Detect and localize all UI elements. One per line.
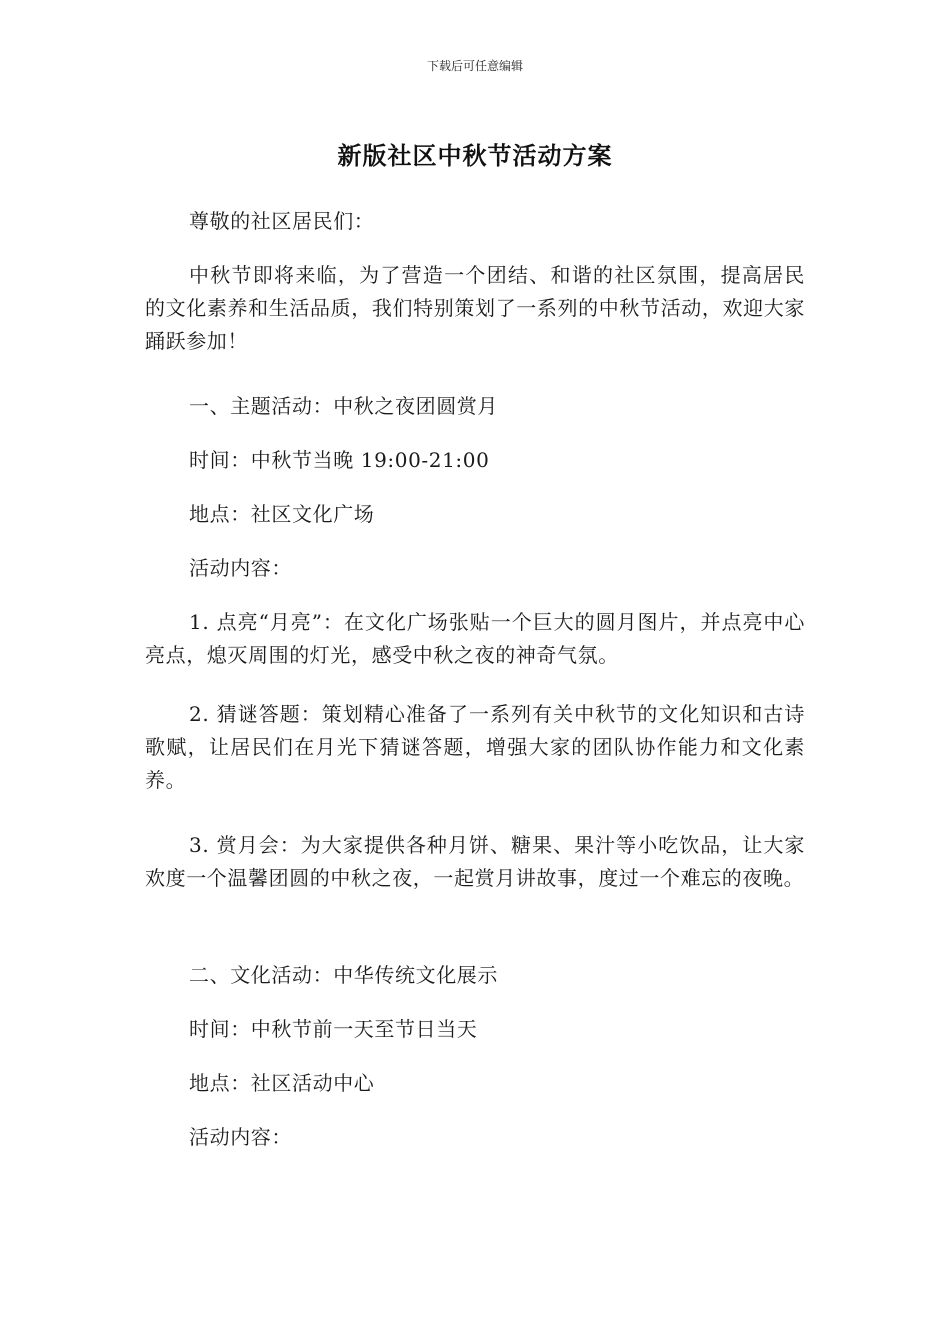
- section-heading-2: 二、文化活动：中华传统文化展示: [189, 963, 498, 987]
- section-2-location: 地点：社区活动中心: [189, 1071, 375, 1095]
- list-item-3: 3. 赏月会：为大家提供各种月饼、糖果、果汁等小吃饮品，让大家欢度一个温馨团圆的中秋之夜，一起赏月讲故事，度过一个难忘的夜晚。: [145, 833, 805, 890]
- list-item-1: 1. 点亮“月亮”：在文化广场张贴一个巨大的圆月图片，并点亮中心亮点，熄灭周围的灯光，感受中秋之夜的神奇气氛。: [145, 610, 805, 667]
- list-item-2: 2. 猜谜答题：策划精心准备了一系列有关中秋节的文化知识和古诗歌赋，让居民们在月光下猜谜答题，增强大家的团队协作能力和文化素养。: [145, 702, 805, 792]
- header-note: 下载后可任意编辑: [426, 59, 523, 73]
- section-2-content-label: 活动内容：: [189, 1125, 292, 1149]
- greeting-paragraph: 尊敬的社区居民们：: [189, 209, 375, 233]
- section-1-location: 地点：社区文化广场: [189, 502, 375, 526]
- section-1-content-label: 活动内容：: [189, 556, 292, 580]
- section-1-time: 时间：中秋节当晚 19:00-21:00: [189, 448, 490, 472]
- intro-paragraph: 中秋节即将来临，为了营造一个团结、和谐的社区氛围，提高居民的文化素养和生活品质，我们特别策划了一系列的中秋节活动，欢迎大家踊跃参加！: [145, 263, 805, 353]
- section-heading-1: 一、主题活动：中秋之夜团圆赏月: [189, 394, 498, 418]
- section-2-time: 时间：中秋节前一天至节日当天: [189, 1017, 478, 1041]
- page-title: 新版社区中秋节活动方案: [337, 142, 613, 170]
